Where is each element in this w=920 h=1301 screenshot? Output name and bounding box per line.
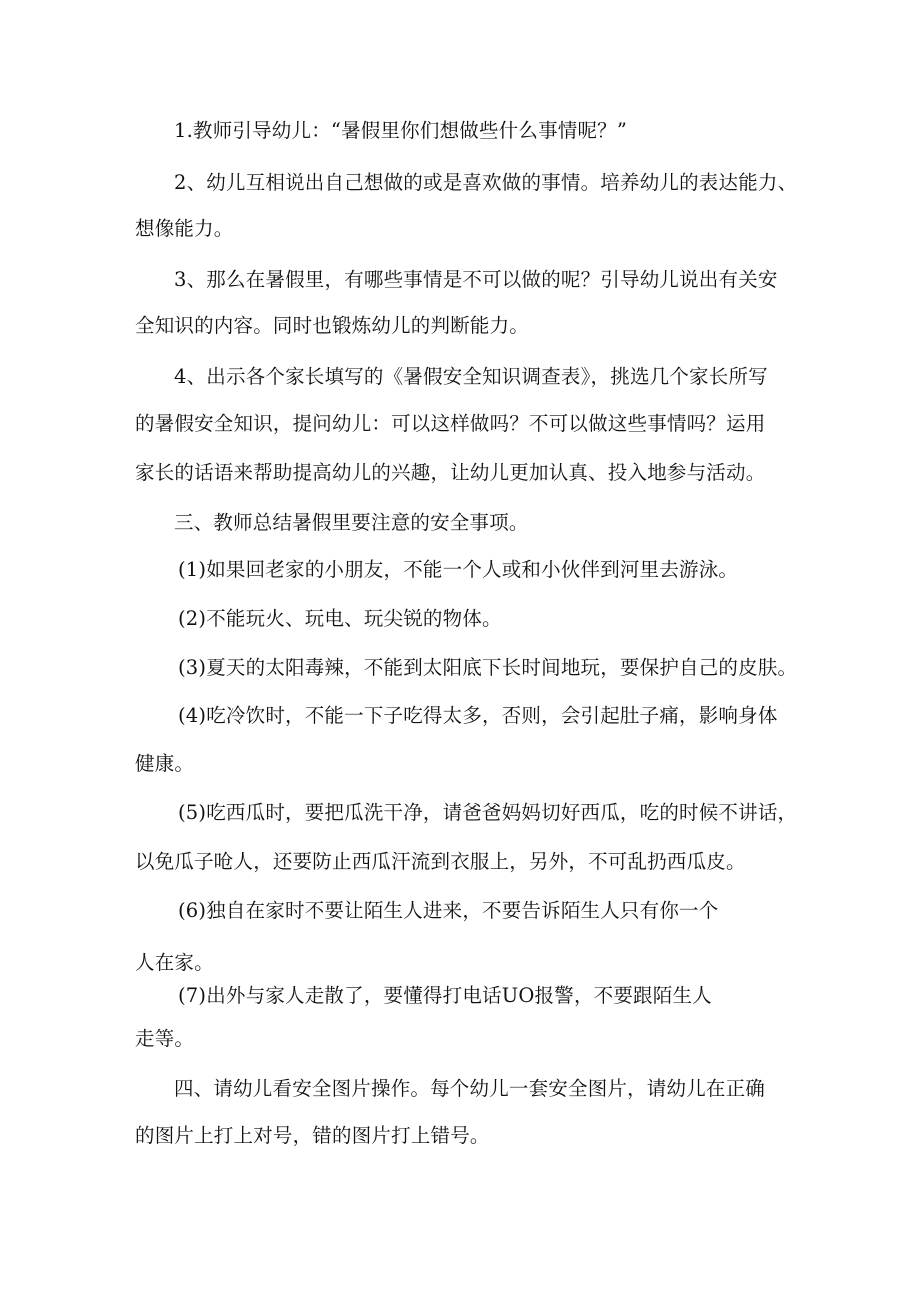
paragraph-step-4-line-2: 的暑假安全知识，提问幼儿：可以这样做吗？不可以做这些事情吗？运用 [135,412,766,435]
paragraph-step-3-line-1: 3、那么在暑假里，有哪些事情是不可以做的呢？引导幼儿说出有关安 [174,268,778,291]
safety-item-5-line-1: (5)吃西瓜时，要把瓜洗干净，请爸爸妈妈切好西瓜，吃的时候不讲话， [178,801,798,824]
safety-item-1: (1)如果回老家的小朋友，不能一个人或和小伙伴到河里去游泳。 [178,558,739,581]
safety-item-6-line-2: 人在家。 [135,951,214,974]
safety-item-2: (2)不能玩火、玩电、玩尖锐的物体。 [178,607,502,630]
safety-item-7-line-2: 走等。 [135,1027,195,1050]
paragraph-step-3-line-2: 全知识的内容。同时也锻炼幼儿的判断能力。 [135,314,530,337]
paragraph-step-4-line-3: 家长的话语来帮助提高幼儿的兴趣，让幼儿更加认真、投入地参与活动。 [135,461,766,484]
paragraph-step-2-line-2: 想像能力。 [135,217,234,240]
paragraph-step-1: 1.教师引导幼儿：“暑假里你们想做些什么事情呢？” [174,119,628,142]
safety-item-3: (3)夏天的太阳毒辣，不能到太阳底下长时间地玩，要保护自己的皮肤。 [178,656,798,679]
section-heading-safety: 三、教师总结暑假里要注意的安全事项。 [174,511,529,534]
paragraph-activity-line-1: 四、请幼儿看安全图片操作。每个幼儿一套安全图片，请幼儿在正确 [174,1077,766,1100]
paragraph-activity-line-2: 的图片上打上对号，错的图片打上错号。 [135,1124,490,1147]
safety-item-4-line-1: (4)吃冷饮时，不能一下子吃得太多，否则，会引起肚子痛，影响身体 [178,704,778,727]
paragraph-step-2-line-1: 2、幼儿互相说出自己想做的或是喜欢做的事情。培养幼儿的表达能力、 [174,171,798,194]
safety-item-4-line-2: 健康。 [135,752,195,775]
safety-item-6-line-1: (6)独自在家时不要让陌生人进来，不要告诉陌生人只有你一个 [178,899,719,922]
safety-item-7-line-1: (7)出外与家人走散了，要懂得打电话UO报警，不要跟陌生人 [178,984,712,1007]
safety-item-5-line-2: 以免瓜子呛人，还要防止西瓜汗流到衣服上，另外，不可乱扔西瓜皮。 [135,850,746,873]
paragraph-step-4-line-1: 4、出示各个家长填写的《暑假安全知识调查表》，挑选几个家长所写 [174,365,768,388]
